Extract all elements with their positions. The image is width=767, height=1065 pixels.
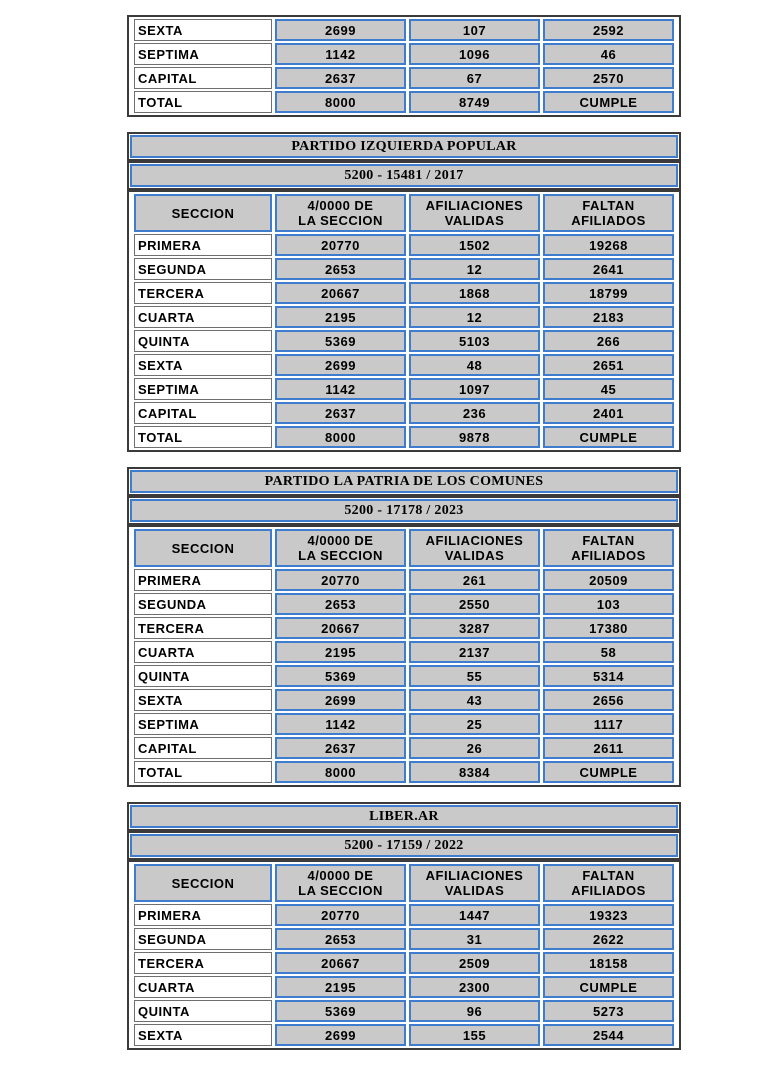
table-row xyxy=(134,1024,674,1046)
column-header-line: 4/0000 DE xyxy=(307,198,374,213)
column-header-line: LA SECCION xyxy=(298,883,383,898)
section-name-cell: QUINTA xyxy=(134,330,272,352)
table-row xyxy=(134,330,674,352)
value-cell: 1142 xyxy=(275,378,406,400)
value-cell: 5369 xyxy=(275,665,406,687)
column-header xyxy=(543,864,674,902)
value-cell: 103 xyxy=(543,593,674,615)
value-cell: 2699 xyxy=(275,1024,406,1046)
section-name-cell: CUARTA xyxy=(134,306,272,328)
value-cell: 12 xyxy=(409,306,540,328)
section-name-cell: CUARTA xyxy=(134,976,272,998)
column-header-line: VALIDAS xyxy=(444,213,505,228)
section-name-cell: TERCERA xyxy=(134,282,272,304)
column-header-row xyxy=(134,194,674,232)
value-cell: 2550 xyxy=(409,593,540,615)
table-row xyxy=(134,19,674,41)
value-cell: 1502 xyxy=(409,234,540,256)
value-cell: 3287 xyxy=(409,617,540,639)
value-cell: 1142 xyxy=(275,43,406,65)
table-row xyxy=(134,43,674,65)
value-cell: 5314 xyxy=(543,665,674,687)
party-code-bar xyxy=(127,161,681,190)
value-cell: 20509 xyxy=(543,569,674,591)
section-name-cell: SEPTIMA xyxy=(134,713,272,735)
value-cell: 20667 xyxy=(275,282,406,304)
table-row xyxy=(134,641,674,663)
value-cell: 2300 xyxy=(409,976,540,998)
value-cell: 2653 xyxy=(275,928,406,950)
value-cell: 20770 xyxy=(275,234,406,256)
value-cell: 2656 xyxy=(543,689,674,711)
table-row xyxy=(134,378,674,400)
value-cell: CUMPLE xyxy=(543,976,674,998)
value-cell: 2195 xyxy=(275,976,406,998)
value-cell: 20667 xyxy=(275,617,406,639)
value-cell: 2195 xyxy=(275,306,406,328)
value-cell: 236 xyxy=(409,402,540,424)
data-table-frame xyxy=(127,860,681,1050)
value-cell: 1117 xyxy=(543,713,674,735)
value-cell: 20667 xyxy=(275,952,406,974)
section-name-cell: PRIMERA xyxy=(134,569,272,591)
party-title-bar xyxy=(127,467,681,496)
value-cell: 8000 xyxy=(275,426,406,448)
value-cell: 1097 xyxy=(409,378,540,400)
section-name-cell: SEPTIMA xyxy=(134,43,272,65)
column-header-line: LA SECCION xyxy=(298,548,383,563)
value-cell: 19323 xyxy=(543,904,674,926)
column-header-line: VALIDAS xyxy=(444,548,505,563)
value-cell: 48 xyxy=(409,354,540,376)
table-row xyxy=(134,1000,674,1022)
value-cell: 107 xyxy=(409,19,540,41)
column-header-line: AFILIACIONES xyxy=(425,533,524,548)
party-title-bar xyxy=(127,802,681,831)
data-table xyxy=(131,192,677,450)
party-table-block xyxy=(127,467,681,787)
section-name-cell: TOTAL xyxy=(134,761,272,783)
value-cell: 8000 xyxy=(275,761,406,783)
value-cell: 5103 xyxy=(409,330,540,352)
table-row xyxy=(134,665,674,687)
value-cell: 2592 xyxy=(543,19,674,41)
party-code: 5200 - 17159 / 2022 xyxy=(130,834,678,857)
data-table xyxy=(131,862,677,1048)
section-name-cell: QUINTA xyxy=(134,665,272,687)
column-header-line: AFILIADOS xyxy=(571,213,646,228)
section-name-cell: CAPITAL xyxy=(134,737,272,759)
value-cell: 2637 xyxy=(275,737,406,759)
value-cell: 8749 xyxy=(409,91,540,113)
party-title-bar xyxy=(127,132,681,161)
value-cell: 2570 xyxy=(543,67,674,89)
value-cell: 2653 xyxy=(275,258,406,280)
table-row xyxy=(134,928,674,950)
column-header-line: FALTAN xyxy=(582,868,635,883)
value-cell: 8384 xyxy=(409,761,540,783)
party-code-bar xyxy=(127,496,681,525)
value-cell: 2637 xyxy=(275,402,406,424)
column-header-line: FALTAN xyxy=(582,533,635,548)
value-cell: CUMPLE xyxy=(543,426,674,448)
value-cell: 58 xyxy=(543,641,674,663)
party-table-block xyxy=(127,802,681,1050)
table-row xyxy=(134,426,674,448)
section-name-cell: SEXTA xyxy=(134,1024,272,1046)
column-header-line: LA SECCION xyxy=(298,213,383,228)
value-cell: 2183 xyxy=(543,306,674,328)
table-row xyxy=(134,737,674,759)
value-cell: 266 xyxy=(543,330,674,352)
column-header-line: SECCION xyxy=(171,540,235,556)
section-name-cell: SEGUNDA xyxy=(134,928,272,950)
section-name-cell: TERCERA xyxy=(134,617,272,639)
value-cell: 2401 xyxy=(543,402,674,424)
value-cell: CUMPLE xyxy=(543,91,674,113)
section-name-cell: CAPITAL xyxy=(134,67,272,89)
table-row xyxy=(134,569,674,591)
value-cell: 8000 xyxy=(275,91,406,113)
column-header-line: AFILIADOS xyxy=(571,548,646,563)
value-cell: 25 xyxy=(409,713,540,735)
data-table-frame xyxy=(127,525,681,787)
table-row xyxy=(134,67,674,89)
value-cell: 2195 xyxy=(275,641,406,663)
seccion-column-header xyxy=(134,194,272,232)
value-cell: CUMPLE xyxy=(543,761,674,783)
value-cell: 5369 xyxy=(275,330,406,352)
data-table xyxy=(131,527,677,785)
value-cell: 261 xyxy=(409,569,540,591)
column-header xyxy=(543,529,674,567)
table-row xyxy=(134,689,674,711)
column-header xyxy=(409,194,540,232)
value-cell: 46 xyxy=(543,43,674,65)
section-name-cell: TOTAL xyxy=(134,426,272,448)
party-title: PARTIDO LA PATRIA DE LOS COMUNES xyxy=(130,470,678,493)
value-cell: 67 xyxy=(409,67,540,89)
section-name-cell: CAPITAL xyxy=(134,402,272,424)
seccion-column-header xyxy=(134,864,272,902)
table-row xyxy=(134,593,674,615)
party-table-block xyxy=(127,132,681,452)
section-name-cell: SEPTIMA xyxy=(134,378,272,400)
value-cell: 18158 xyxy=(543,952,674,974)
section-name-cell: SEGUNDA xyxy=(134,593,272,615)
party-code-bar xyxy=(127,831,681,860)
value-cell: 12 xyxy=(409,258,540,280)
value-cell: 2622 xyxy=(543,928,674,950)
column-header-line: FALTAN xyxy=(582,198,635,213)
table-row xyxy=(134,402,674,424)
column-header-line: 4/0000 DE xyxy=(307,533,374,548)
value-cell: 2641 xyxy=(543,258,674,280)
value-cell: 9878 xyxy=(409,426,540,448)
value-cell: 1096 xyxy=(409,43,540,65)
table-row xyxy=(134,234,674,256)
section-name-cell: SEXTA xyxy=(134,19,272,41)
value-cell: 20770 xyxy=(275,904,406,926)
column-header-line: 4/0000 DE xyxy=(307,868,374,883)
seccion-column-header xyxy=(134,529,272,567)
column-header xyxy=(275,864,406,902)
value-cell: 26 xyxy=(409,737,540,759)
table-row xyxy=(134,952,674,974)
section-name-cell: SEXTA xyxy=(134,354,272,376)
data-table-frame xyxy=(127,15,681,117)
column-header-row xyxy=(134,864,674,902)
column-header-line: AFILIACIONES xyxy=(425,868,524,883)
column-header xyxy=(409,864,540,902)
value-cell: 2699 xyxy=(275,19,406,41)
party-title: LIBER.AR xyxy=(130,805,678,828)
section-name-cell: SEXTA xyxy=(134,689,272,711)
value-cell: 5273 xyxy=(543,1000,674,1022)
party-code: 5200 - 15481 / 2017 xyxy=(130,164,678,187)
value-cell: 31 xyxy=(409,928,540,950)
section-name-cell: QUINTA xyxy=(134,1000,272,1022)
table-row xyxy=(134,761,674,783)
table-row xyxy=(134,976,674,998)
value-cell: 43 xyxy=(409,689,540,711)
section-name-cell: PRIMERA xyxy=(134,234,272,256)
value-cell: 155 xyxy=(409,1024,540,1046)
value-cell: 2137 xyxy=(409,641,540,663)
data-table xyxy=(131,17,677,115)
table-row xyxy=(134,617,674,639)
value-cell: 2611 xyxy=(543,737,674,759)
column-header-line: VALIDAS xyxy=(444,883,505,898)
column-header-line: SECCION xyxy=(171,875,235,891)
column-header xyxy=(275,529,406,567)
party-title: PARTIDO IZQUIERDA POPULAR xyxy=(130,135,678,158)
table-row xyxy=(134,306,674,328)
column-header-line: AFILIACIONES xyxy=(425,198,524,213)
value-cell: 17380 xyxy=(543,617,674,639)
table-row xyxy=(134,91,674,113)
value-cell: 1142 xyxy=(275,713,406,735)
table-row xyxy=(134,713,674,735)
value-cell: 96 xyxy=(409,1000,540,1022)
data-table-frame xyxy=(127,190,681,452)
value-cell: 2699 xyxy=(275,689,406,711)
table-row xyxy=(134,354,674,376)
table-row xyxy=(134,904,674,926)
value-cell: 55 xyxy=(409,665,540,687)
section-name-cell: CUARTA xyxy=(134,641,272,663)
column-header-row xyxy=(134,529,674,567)
affiliations-document xyxy=(127,15,681,1050)
value-cell: 2699 xyxy=(275,354,406,376)
value-cell: 1868 xyxy=(409,282,540,304)
value-cell: 20770 xyxy=(275,569,406,591)
section-name-cell: SEGUNDA xyxy=(134,258,272,280)
table-row xyxy=(134,282,674,304)
value-cell: 18799 xyxy=(543,282,674,304)
column-header-line: SECCION xyxy=(171,205,235,221)
section-name-cell: PRIMERA xyxy=(134,904,272,926)
party-code: 5200 - 17178 / 2023 xyxy=(130,499,678,522)
value-cell: 2637 xyxy=(275,67,406,89)
value-cell: 19268 xyxy=(543,234,674,256)
value-cell: 45 xyxy=(543,378,674,400)
value-cell: 5369 xyxy=(275,1000,406,1022)
value-cell: 2653 xyxy=(275,593,406,615)
table-row xyxy=(134,258,674,280)
column-header xyxy=(543,194,674,232)
column-header-line: AFILIADOS xyxy=(571,883,646,898)
value-cell: 2651 xyxy=(543,354,674,376)
section-name-cell: TOTAL xyxy=(134,91,272,113)
value-cell: 2509 xyxy=(409,952,540,974)
section-name-cell: TERCERA xyxy=(134,952,272,974)
value-cell: 2544 xyxy=(543,1024,674,1046)
column-header xyxy=(275,194,406,232)
value-cell: 1447 xyxy=(409,904,540,926)
party-table-block-partial xyxy=(127,15,681,117)
column-header xyxy=(409,529,540,567)
